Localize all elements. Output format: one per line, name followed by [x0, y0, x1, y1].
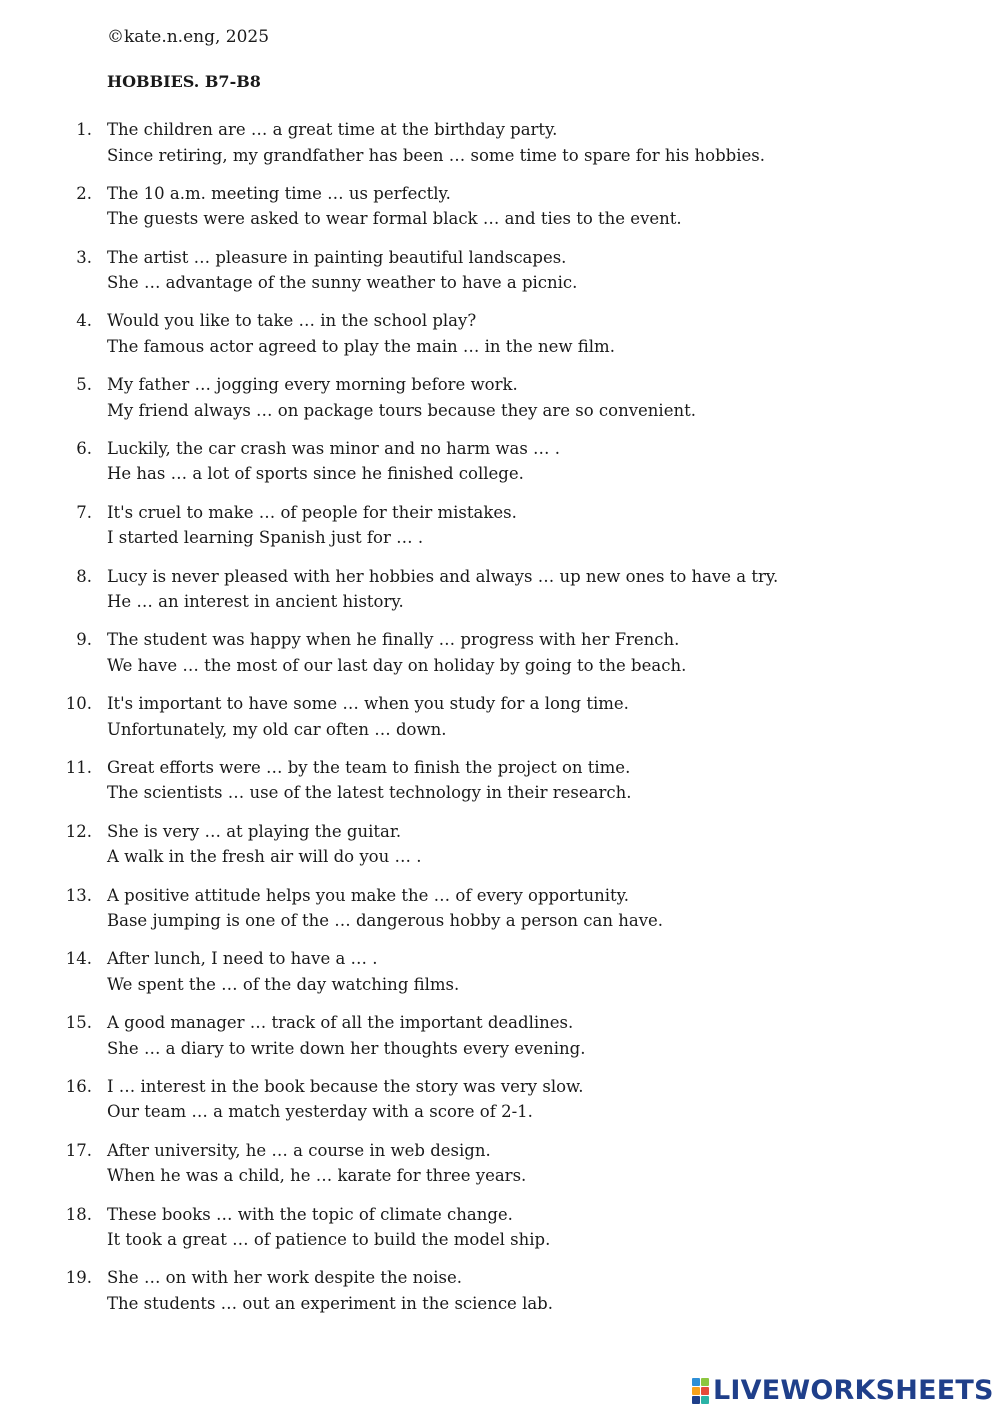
exercise-sentence: We have … the most of our last day on holiday by going to the beach. — [107, 655, 687, 675]
exercise-sentence: It took a great … of patience to build the model ship. — [107, 1230, 551, 1250]
exercise-sentences — [107, 1074, 967, 1125]
exercise-number: 13. — [65, 885, 92, 905]
logo-square — [692, 1396, 700, 1404]
exercise-sentence: Great efforts were … by the team to finish the project on time. — [107, 757, 631, 777]
logo-text: LIVEWORKSHEETS — [713, 1375, 994, 1406]
exercise-number: 5. — [76, 375, 92, 395]
exercise-sentence: We spent the … of the day watching films. — [107, 974, 460, 994]
copyright-notice: ©kate.n.eng, 2025 — [107, 27, 270, 47]
exercise-sentence: Unfortunately, my old car often … down. — [107, 719, 447, 739]
exercise-sentences — [107, 117, 967, 168]
exercise-number: 2. — [76, 183, 92, 203]
exercise-sentence: The student was happy when he finally … progress with her French. — [107, 630, 680, 650]
exercise-sentence: When he was a child, he … karate for three years. — [107, 1166, 527, 1186]
exercise-sentence: It's important to have some … when you study for a long time. — [107, 694, 629, 714]
exercise-sentences — [107, 946, 967, 997]
exercise-sentences — [107, 500, 967, 551]
exercise-item — [0, 1265, 1000, 1329]
exercise-sentence: These books … with the topic of climate change. — [107, 1204, 513, 1224]
exercise-item — [0, 946, 1000, 1010]
exercise-sentences — [107, 181, 967, 232]
exercise-sentence: She … a diary to write down her thoughts every evening. — [107, 1038, 586, 1058]
exercise-sentences — [107, 1265, 967, 1316]
exercise-sentence: She … advantage of the sunny weather to have a picnic. — [107, 273, 578, 293]
exercise-sentence: A good manager … track of all the important deadlines. — [107, 1013, 574, 1033]
exercise-item — [0, 691, 1000, 755]
exercise-sentence: Base jumping is one of the … dangerous hobby a person can have. — [107, 911, 664, 931]
exercise-sentences — [107, 1202, 967, 1253]
exercise-sentence: My father … jogging every morning before work. — [107, 375, 518, 395]
logo-square — [701, 1387, 709, 1395]
exercise-sentence: The children are … a great time at the birthday party. — [107, 120, 558, 139]
exercise-sentence: Since retiring, my grandfather has been … some time to spare for his hobbies. — [107, 145, 765, 165]
logo-square — [692, 1387, 700, 1395]
exercise-number: 10. — [65, 694, 92, 714]
exercise-sentence: The 10 a.m. meeting time … us perfectly. — [107, 183, 451, 203]
liveworksheets-logo — [692, 1374, 994, 1408]
exercise-sentences — [107, 564, 967, 615]
exercise-sentences — [107, 819, 967, 870]
exercise-sentence: Would you like to take … in the school play? — [107, 311, 477, 331]
exercise-number: 7. — [76, 502, 92, 522]
exercise-sentences — [107, 1138, 967, 1189]
exercise-number: 18. — [65, 1204, 92, 1224]
exercise-sentence: After lunch, I need to have a … . — [107, 949, 378, 969]
exercise-item — [0, 500, 1000, 564]
exercise-sentences — [107, 691, 967, 742]
exercise-item — [0, 308, 1000, 372]
exercise-sentence: After university, he … a course in web design. — [107, 1140, 491, 1160]
exercise-item — [0, 1074, 1000, 1138]
exercise-number: 14. — [65, 949, 92, 969]
exercise-sentence: It's cruel to make … of people for their mistakes. — [107, 502, 517, 522]
liveworksheets-logo-icon — [692, 1378, 709, 1404]
exercise-number: 3. — [76, 247, 92, 267]
exercise-sentence: He … an interest in ancient history. — [107, 592, 404, 612]
exercise-sentence: I started learning Spanish just for … . — [107, 528, 424, 548]
exercise-item — [0, 1138, 1000, 1202]
exercise-number: 12. — [65, 821, 92, 841]
exercise-item — [0, 819, 1000, 883]
exercise-sentence: Lucy is never pleased with her hobbies and always … up new ones to have a try. — [107, 566, 779, 586]
exercise-number: 9. — [76, 630, 92, 650]
exercise-sentence: He has … a lot of sports since he finished college. — [107, 464, 524, 484]
exercise-item — [0, 564, 1000, 628]
exercise-item — [0, 372, 1000, 436]
exercise-number: 16. — [65, 1076, 92, 1096]
exercise-sentences — [107, 755, 967, 806]
exercise-item — [0, 1010, 1000, 1074]
exercise-sentence: The famous actor agreed to play the main … in the new film. — [107, 336, 615, 356]
exercise-sentences — [107, 308, 967, 359]
exercise-sentence: A positive attitude helps you make the … of every opportunity. — [107, 885, 630, 905]
exercise-item — [0, 436, 1000, 500]
exercise-number: 6. — [76, 438, 92, 458]
exercise-sentence: My friend always … on package tours because they are so convenient. — [107, 400, 696, 420]
exercise-number: 19. — [65, 1268, 92, 1288]
exercise-sentence: She is very … at playing the guitar. — [107, 821, 402, 841]
exercise-sentences — [107, 883, 967, 934]
logo-square — [692, 1378, 700, 1386]
exercise-item — [0, 1202, 1000, 1266]
exercise-sentences — [107, 245, 967, 296]
exercise-item — [0, 627, 1000, 691]
exercise-number: 15. — [65, 1013, 92, 1033]
exercise-sentence: I … interest in the book because the story was very slow. — [107, 1076, 584, 1096]
exercise-number: 1. — [76, 120, 92, 139]
exercise-item — [0, 755, 1000, 819]
exercise-item — [0, 245, 1000, 309]
exercise-sentence: The students … out an experiment in the science lab. — [107, 1293, 553, 1313]
exercise-number: 11. — [65, 757, 92, 777]
exercise-sentences — [107, 627, 967, 678]
exercise-sentences — [107, 436, 967, 487]
worksheet-title: HOBBIES. B7-B8 — [107, 72, 261, 91]
exercise-sentence: Luckily, the car crash was minor and no harm was … . — [107, 438, 561, 458]
exercise-number: 8. — [76, 566, 92, 586]
exercise-sentence: The scientists … use of the latest technology in their research. — [107, 783, 632, 803]
exercise-number: 17. — [65, 1140, 92, 1160]
exercise-item — [0, 883, 1000, 947]
exercise-sentences — [107, 372, 967, 423]
logo-square — [701, 1396, 709, 1404]
exercise-sentence: Our team … a match yesterday with a score of 2-1. — [107, 1102, 533, 1122]
exercise-sentence: She … on with her work despite the noise. — [107, 1268, 462, 1288]
exercise-item — [0, 181, 1000, 245]
logo-square — [701, 1378, 709, 1386]
exercise-sentence: A walk in the fresh air will do you … . — [107, 847, 422, 867]
exercise-sentences — [107, 1010, 967, 1061]
exercise-number: 4. — [76, 311, 92, 331]
exercise-sentence: The artist … pleasure in painting beautiful landscapes. — [107, 247, 567, 267]
exercise-item — [0, 117, 1000, 181]
exercise-sentence: The guests were asked to wear formal black … and ties to the event. — [107, 209, 682, 229]
exercise-list — [0, 117, 1000, 1329]
